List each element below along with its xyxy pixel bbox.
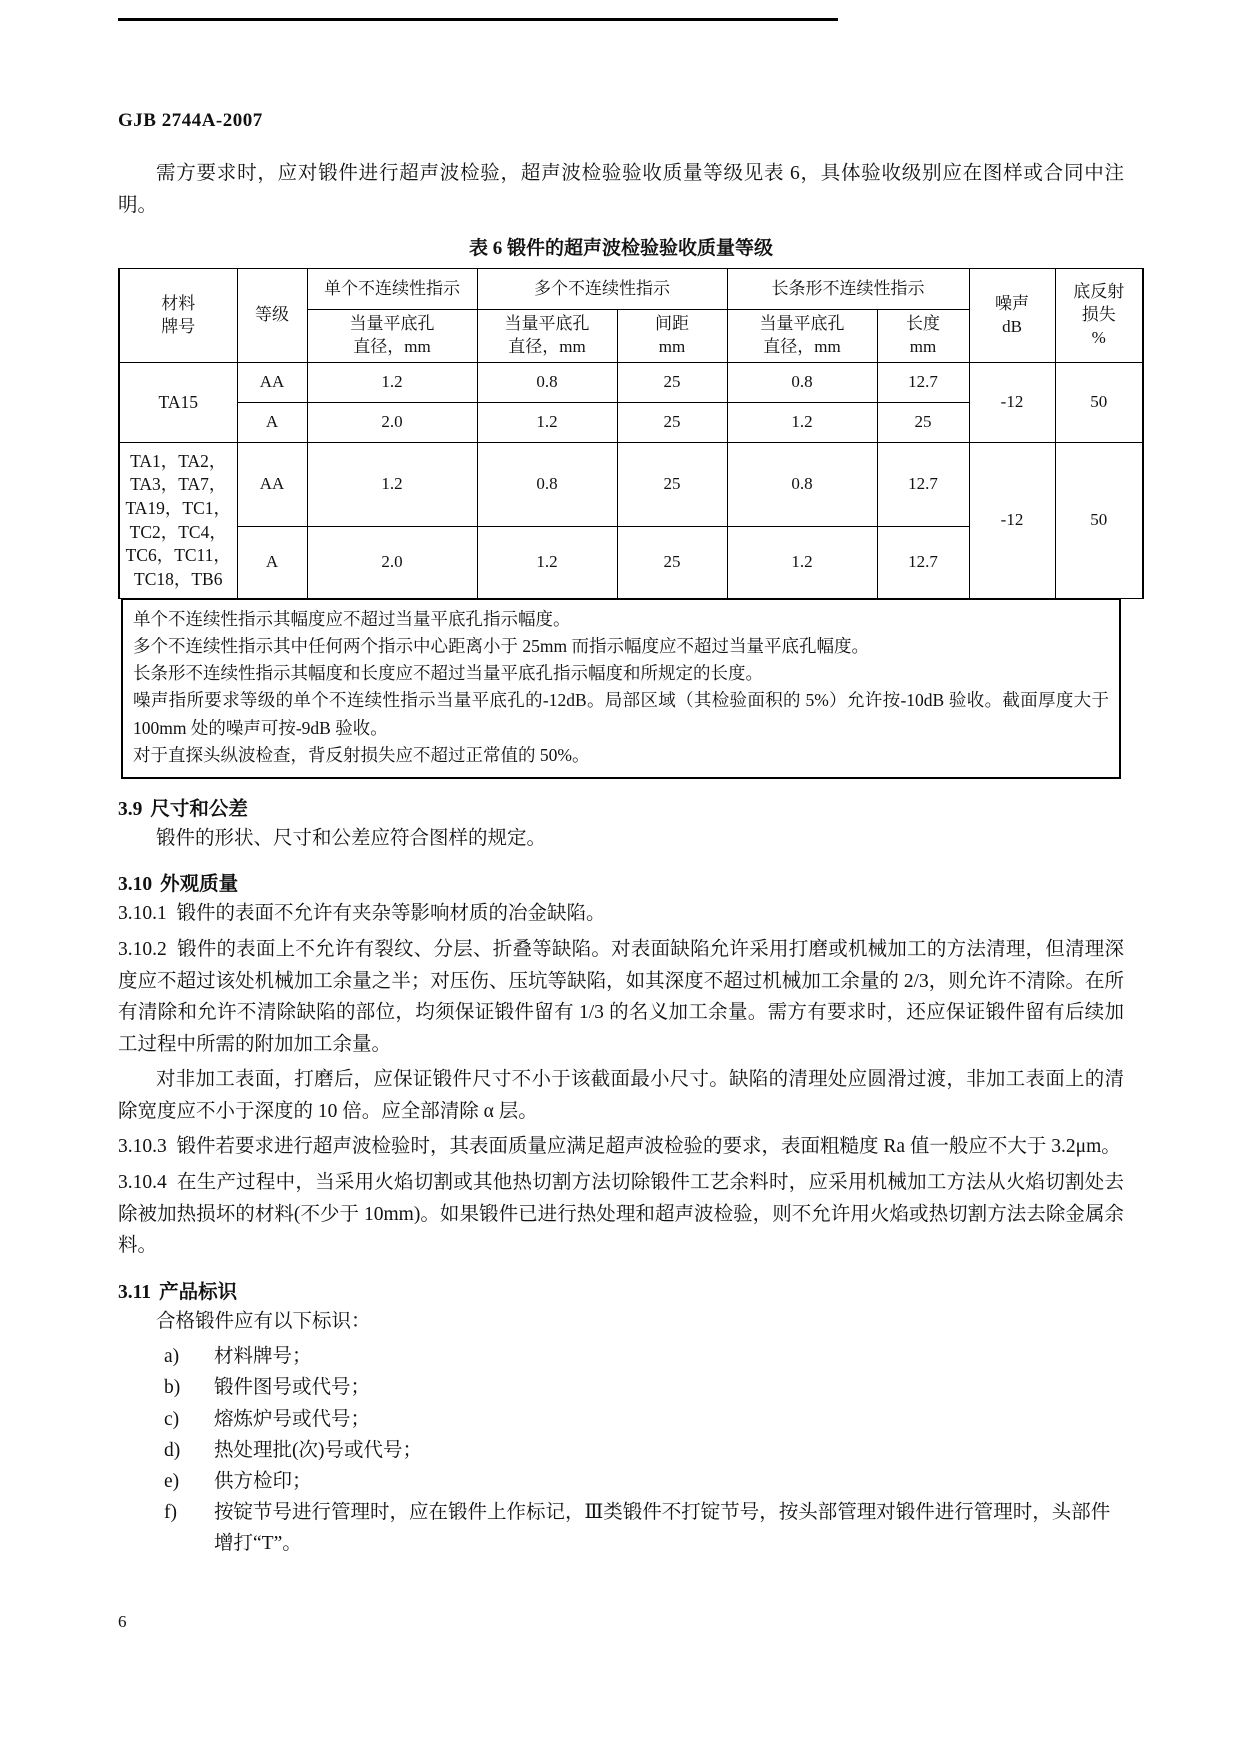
- section-heading-3-10: [118, 868, 1124, 896]
- page-number: 6: [118, 1612, 127, 1631]
- cell-bottom-loss: 50: [1055, 443, 1143, 599]
- cell-long-len: 12.7: [877, 443, 969, 527]
- th-long: 长条形不连续性指示: [727, 269, 969, 310]
- cell-grade: A: [237, 403, 307, 443]
- list-text: 热处理批(次)号或代号；: [214, 1439, 422, 1461]
- th-single: 单个不连续性指示: [307, 269, 477, 310]
- table-note: 长条形不连续性指示其幅度和长度应不超过当量平底孔指示幅度和所规定的长度。: [133, 663, 763, 684]
- table-note: 噪声指所要求等级的单个不连续性指示当量平底孔的-12dB。局部区域（其检验面积的 5%）允许按-10dB 验收。截面厚度大于 100mm 处的噪声可按-9dB 验收。: [133, 690, 1109, 738]
- th-bottom-loss: 底反射 损失 %: [1055, 269, 1143, 363]
- clause-3-10-3: [118, 1131, 1124, 1163]
- th-multi-spacing: 间距 mm: [617, 310, 727, 363]
- section-number: 3.9: [118, 798, 143, 820]
- section-heading-3-9: [118, 793, 1124, 821]
- list-marker: e): [164, 1471, 180, 1493]
- list-text: 材料牌号；: [214, 1346, 312, 1368]
- section-title: 尺寸和公差: [150, 798, 248, 820]
- cell-long-len: 12.7: [877, 363, 969, 403]
- document-number: GJB 2744A-2007: [118, 110, 263, 131]
- section-title: 产品标识: [159, 1281, 238, 1303]
- cell-single: 1.2: [307, 443, 477, 527]
- section-3-9-paragraph: 锻件的形状、尺寸和公差应符合图样的规定。: [156, 827, 547, 849]
- clause-text: 在生产过程中，当采用火焰切割或其他热切割方法切除锻件工艺余料时，应采用机械加工方法从火焰切割处去除被加热损坏的材料(不少于 10mm)。如果锻件已进行热处理和超声波检验，则不允许用火焰或热切割方法去除金属余料。: [118, 1171, 1124, 1257]
- cell-long-dia: 1.2: [727, 403, 877, 443]
- cell-single: 2.0: [307, 403, 477, 443]
- table-title: 表 6 锻件的超声波检验验收质量等级: [468, 238, 773, 260]
- list-marker: c): [164, 1408, 180, 1430]
- cell-spacing: 25: [617, 443, 727, 527]
- clause-number: 3.10.4: [118, 1171, 167, 1193]
- list-text: 熔炼炉号或代号；: [214, 1408, 371, 1430]
- section-number: 3.10: [118, 874, 153, 896]
- clause-3-10-2-extra: 对非加工表面，打磨后，应保证锻件尺寸不小于该截面最小尺寸。缺陷的清理处应圆滑过渡，非加工表面上的清除宽度应不小于深度的 10 倍。应全部清除 α 层。: [118, 1069, 1124, 1122]
- table-row: [119, 363, 1143, 403]
- clause-3-10-1: [118, 898, 1124, 930]
- cell-grade: AA: [237, 443, 307, 527]
- cell-multi-dia: 1.2: [477, 403, 617, 443]
- cell-spacing: 25: [617, 363, 727, 403]
- th-material: 材料 牌号: [119, 269, 237, 363]
- list-marker: d): [164, 1439, 181, 1461]
- th-long-dia: 当量平底孔 直径，mm: [727, 310, 877, 363]
- list-marker: b): [164, 1377, 181, 1399]
- clause-text: 锻件的表面上不允许有裂纹、分层、折叠等缺陷。对表面缺陷允许采用打磨或机械加工的方法清理，但清理深度应不超过该处机械加工余量之半；对压伤、压坑等缺陷，如其深度不超过机械加工余量的 2/3，则允许不清除。在所有清除和允许不清除缺陷的部位，均须保证锻件留有 1/3 的名义加工余量。需方有要求时，还应保证锻件留有后续加工过程中所需的附加加工余量。: [118, 938, 1124, 1055]
- th-single-dia: 当量平底孔 直径，mm: [307, 310, 477, 363]
- cell-bottom-loss: 50: [1055, 363, 1143, 443]
- clause-text: 锻件的表面不允许有夹杂等影响材质的冶金缺陷。: [176, 903, 606, 925]
- clause-number: 3.10.2: [118, 938, 167, 960]
- list-text: 供方检印；: [214, 1471, 312, 1493]
- cell-single: 2.0: [307, 527, 477, 599]
- th-multi-dia: 当量平底孔 直径，mm: [477, 310, 617, 363]
- th-long-len: 长度 mm: [877, 310, 969, 363]
- page-content: [118, 110, 1124, 1560]
- list-text: 按锭节号进行管理时，应在锻件上作标记，Ⅲ类锻件不打锭节号，按头部管理对锻件进行管理时，头部件增打“T”。: [214, 1502, 1111, 1555]
- section-number: 3.11: [118, 1281, 152, 1303]
- clause-number: 3.10.1: [118, 903, 167, 925]
- cell-long-len: 25: [877, 403, 969, 443]
- cell-long-dia: 1.2: [727, 527, 877, 599]
- cell-material: TA15: [119, 363, 237, 443]
- product-mark-list: [118, 1341, 1124, 1559]
- cell-grade: AA: [237, 363, 307, 403]
- th-noise: 噪声 dB: [969, 269, 1055, 363]
- cell-spacing: 25: [617, 403, 727, 443]
- list-item: [158, 1435, 1124, 1466]
- cell-long-dia: 0.8: [727, 363, 877, 403]
- table-notes: [121, 599, 1121, 779]
- list-item: [158, 1404, 1124, 1435]
- cell-noise: -12: [969, 443, 1055, 599]
- cell-multi-dia: 0.8: [477, 363, 617, 403]
- cell-material: TA1，TA2， TA3，TA7， TA19，TC1， TC2，TC4， TC6，TC11， TC18，TB6: [119, 443, 237, 599]
- clause-number: 3.10.3: [118, 1136, 167, 1158]
- table-row: [119, 443, 1143, 527]
- table-note: 对于直探头纵波检查，背反射损失应不超过正常值的 50%。: [133, 744, 590, 765]
- ultrasonic-grade-table: [118, 268, 1144, 599]
- cell-long-dia: 0.8: [727, 443, 877, 527]
- cell-multi-dia: 1.2: [477, 527, 617, 599]
- list-text: 锻件图号或代号；: [214, 1377, 371, 1399]
- cell-multi-dia: 0.8: [477, 443, 617, 527]
- cell-noise: -12: [969, 363, 1055, 443]
- section-title: 外观质量: [160, 874, 239, 896]
- th-multi: 多个不连续性指示: [477, 269, 727, 310]
- list-item: [158, 1372, 1124, 1403]
- intro-paragraph: 需方要求时，应对锻件进行超声波检验，超声波检验验收质量等级见表 6，具体验收级别应在图样或合同中注明。: [118, 163, 1124, 216]
- th-grade: 等级: [237, 269, 307, 363]
- section-heading-3-11: [118, 1276, 1124, 1304]
- clause-3-10-2: [118, 934, 1124, 1060]
- list-item: [158, 1341, 1124, 1372]
- cell-long-len: 12.7: [877, 527, 969, 599]
- table-note: 多个不连续性指示其中任何两个指示中心距离小于 25mm 而指示幅度应不超过当量平底孔幅度。: [133, 636, 869, 657]
- list-marker: f): [164, 1502, 177, 1524]
- header-rule: [118, 18, 838, 21]
- cell-spacing: 25: [617, 527, 727, 599]
- list-item: [158, 1466, 1124, 1497]
- list-item: [158, 1497, 1124, 1559]
- list-marker: a): [164, 1346, 180, 1368]
- clause-text: 锻件若要求进行超声波检验时，其表面质量应满足超声波检验的要求，表面粗糙度 Ra 值一般应不大于 3.2μm。: [176, 1136, 1121, 1158]
- cell-single: 1.2: [307, 363, 477, 403]
- product-mark-lead: 合格锻件应有以下标识：: [156, 1310, 371, 1332]
- clause-3-10-4: [118, 1167, 1124, 1262]
- table-note: 单个不连续性指示其幅度应不超过当量平底孔指示幅度。: [133, 609, 571, 630]
- cell-grade: A: [237, 527, 307, 599]
